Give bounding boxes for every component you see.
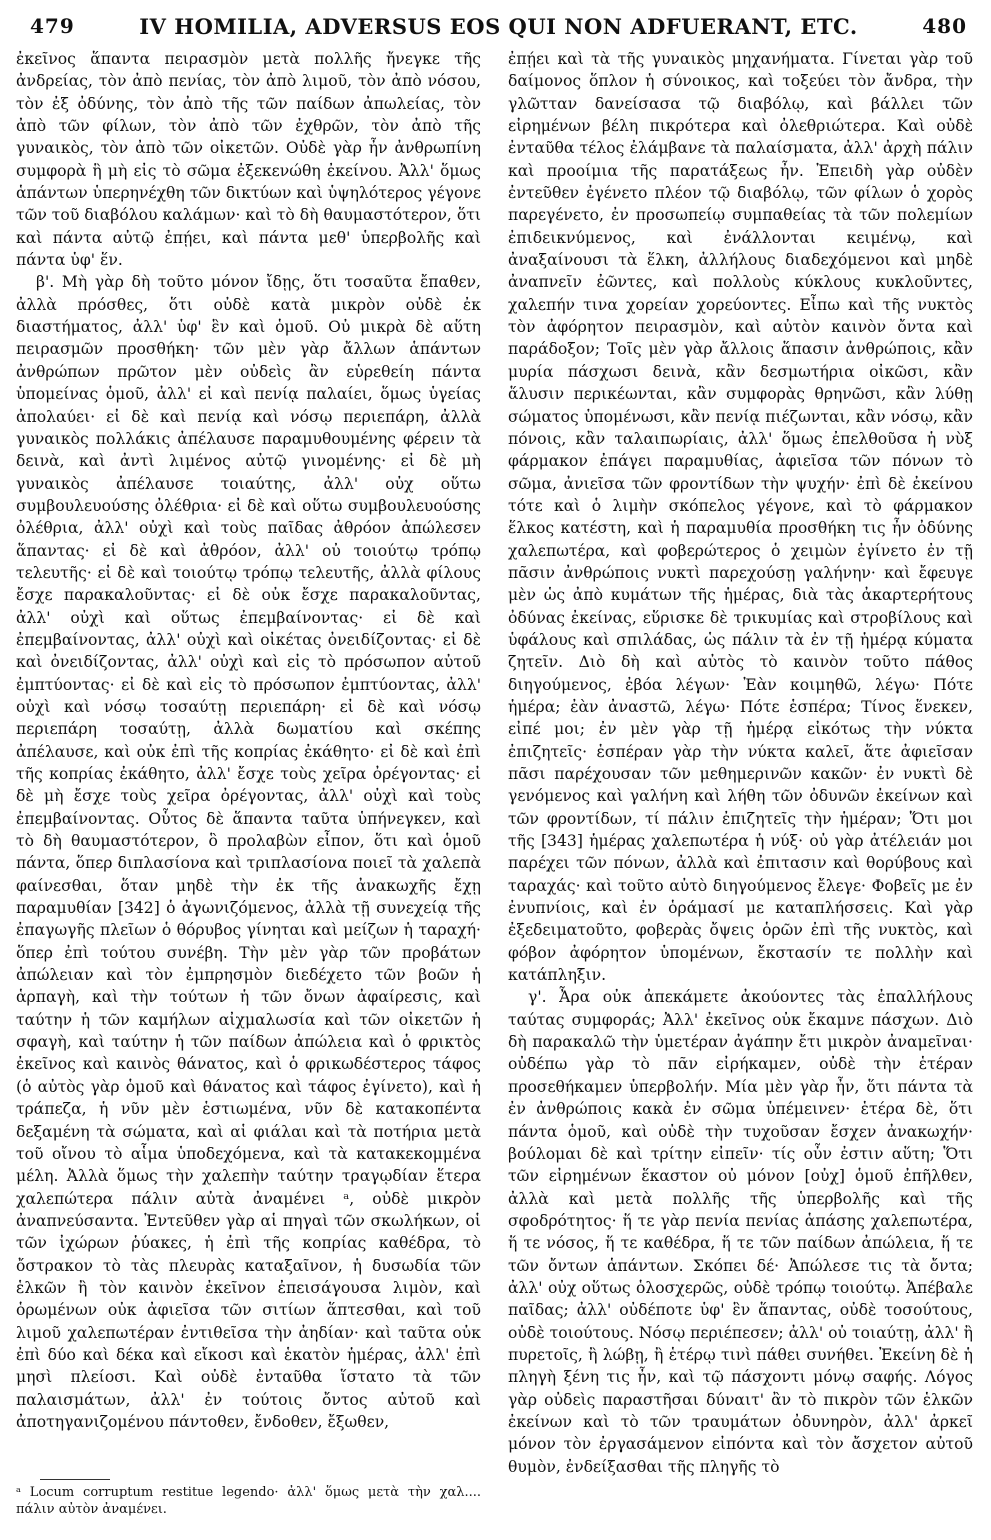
page-number-left: 479: [30, 14, 75, 38]
paragraph: β'. Μὴ γὰρ δὴ τοῦτο μόνον ἴδῃς, ὅτι τοσαῦτα ἔπαθεν, ἀλλὰ πρόσθες, ὅτι οὐδὲ κατὰ μικρὸν οὐδὲ ἐκ διαστήματος, ἀλλ' ὑφ' ἓν καὶ ὁμοῦ. Οὐ μικρὰ δὲ αὕτη πειρασμῶν προσθήκη· τῶν μὲν γὰρ ἄλλων ἁπάντων ἀνθρώπων πρῶτον μὲν οὐδεὶς ἂν εὑρεθείη πάντα ὑπομείνας ὁμοῦ, ἀλλ' εἰ καὶ πενίᾳ παλαίει, ὅμως ὑγείας ἀπολαύει· εἰ δὲ καὶ πενίᾳ καὶ νόσῳ περιεπάρη, ἀλλὰ γυναικὸς πολλάκις ἀπέλαυσε παραμυθουμένης φέρειν τὰ δεινὰ, καὶ ἀντὶ λιμένος αὐτῷ γινομένης· εἰ δὲ μὴ γυναικὸς ἀπέλαυσε τοιαύτης, ἀλλ' οὐχ οὕτω συμβουλευούσης ὀλέθρια· εἰ δὲ καὶ οὕτω συμβουλευούσης ὀλέθρια, ἀλλ' οὐχὶ καὶ τοὺς παῖδας ἀθρόον ἀπώλεσεν ἅπαντας· εἰ δὲ καὶ ἀθρόον, ἀλλ' οὐ τοιούτῳ τρόπῳ τελευτῆς· εἰ δὲ καὶ τοιούτῳ τρόπῳ τελευτῆς, ἀλλὰ φίλους ἔσχε παρακαλοῦντας· εἰ δὲ οὐκ ἔσχε παρακαλοῦντας, ἀλλ' οὐχὶ καὶ οὕτως ἐπεμβαίνοντας· εἰ δὲ καὶ ἐπεμβαίνοντας, ἀλλ' οὐχὶ καὶ οἰκέτας ὀνειδίζοντας· εἰ δὲ καὶ ὀνειδίζοντας, ἀλλ' οὐχὶ καὶ εἰς τὸ πρόσωπον αὐτοῦ ἐμπτύοντας· εἰ δὲ καὶ εἰς τὸ πρόσωπον ἐμπτύοντας, ἀλλ' οὐχὶ καὶ νόσῳ τοσαύτῃ περιεπάρη· εἰ δὲ καὶ νόσῳ περιεπάρη τοσαύτῃ, ἀλλὰ δωματίου καὶ σκέπης ἀπέλαυσε, καὶ οὐκ ἐπὶ τῆς κοπρίας ἐκάθητο· εἰ δὲ καὶ ἐπὶ τῆς κοπρίας ἐκάθητο, ἀλλ' ἔσχε τοὺς χεῖρα ὀρέγοντας· εἰ δὲ μὴ ἔσχε τοὺς χεῖρα ὀρέγοντας, ἀλλ' οὐχὶ καὶ τοὺς ἐπεμβαίνοντας. Οὗτος δὲ ἅπαντα ταῦτα ὑπήνεγκεν, καὶ τὸ δὴ θαυμαστότερον, ὃ προλαβὼν εἶπον, ὅτι καὶ ὁμοῦ πάντα, ὅπερ διπλασίονα καὶ τριπλασίονα ποιεῖ τὰ χαλεπὰ φαίνεσθαι, ὅταν μηδὲ τὴν ἐκ τῆς ἀνακωχῆς ἔχῃ παραμυθίαν [342] ὁ ἀγωνιζόμενος, ἀλλὰ τῇ συνεχείᾳ τῆς ἐπαγωγῆς πλεῖων ὁ θόρυβος γίνηται καὶ μείζων ἡ ταραχή· ὅπερ ἐπὶ τούτου συνέβη. Τὴν μὲν γὰρ τῶν προβάτων ἀπώλειαν καὶ τὸν ἐμπρησμὸν διεδέχετο τῶν βοῶν ἡ ἁρπαγὴ, καὶ τὴν τούτων ἡ τῶν ὄνων ἀφαίρεσις, καὶ ταύτην ἡ τῶν καμήλων αἰχμαλωσία καὶ τῶν οἰκετῶν ἡ σφαγὴ, καὶ ταύτην ἡ τῶν παίδων ἀπώλεια καὶ ὁ φρικτὸς ἐκεῖνος καὶ καινὸς θάνατος, καὶ ὁ φρικωδέστερος τάφος (ὁ αὐτὸς γὰρ ὁμοῦ καὶ θάνατος καὶ τάφος ἐγίνετο), καὶ ἡ τράπεζα, ἡ νῦν μὲν ἑστιωμένα, νῦν δὲ κατακοπέντα δεξαμένη τὰ σώματα, καὶ αἱ φιάλαι καὶ τὰ ποτήρια μετὰ τοῦ οἴνου τὸ αἷμα ὑποδεχόμενα, καὶ τὰ κατακεκομμένα μέλη. Ἀλλὰ ὅμως τὴν χαλεπὴν ταύτην τραγῳδίαν ἕτερα χαλεπώτερα πάλιν αὐτὰ ἀναμένει ᵃ, οὐδὲ μικρὸν ἀναπνεύσαντα. Ἐντεῦθεν γὰρ αἱ πηγαὶ τῶν σκωλήκων, οἱ τῶν ἰχώρων ῥύακες, ἡ ἐπὶ τῆς κοπρίας καθέδρα, τὸ ὄστρακον τὸ τὰς πλευρὰς καταξαῖνον, ἡ δυσωδία τῶν ἑλκῶν ἢ τὸν καινὸν ἐκεῖνον ἐπεισάγουσα λιμὸν, καὶ ὁρωμένων οὐκ ἀφιεῖσα τῶν σιτίων ἅπτεσθαι, καὶ τοῦ λιμοῦ χαλεπωτέραν ἐντιθεῖσα τὴν ἀηδίαν· καὶ ταῦτα οὐκ ἐπὶ δύο καὶ δέκα καὶ εἴκοσι καὶ ἑκατὸν ἡμέρας, ἀλλ' ἐπὶ μησὶ πλείοσι. Καὶ οὐδὲ ἐνταῦθα ἵστατο τὰ τῶν παλαισμάτων, ἀλλ' ἐν τούτοις ὄντος αὐτοῦ καὶ ἀποτηγανιζομένου πάντοθεν, ἔνδοθεν, ἔξωθεν,: [16, 273, 481, 1431]
paragraph: γ'. Ἆρα οὐκ ἀπεκάμετε ἀκούοντες τὰς ἐπαλλήλους ταύτας συμφοράς; Ἀλλ' ἐκεῖνος οὐκ ἔκαμνε πάσχων. Διὸ δὴ παρακαλῶ τὴν ὑμετέραν ἀγάπην ἔτι μικρὸν ἀναμεῖναι· οὐδέπω γὰρ τὸ πᾶν εἰρήκαμεν, οὐδὲ τὴν ἑτέραν προσεθήκαμεν ὑπερβολήν. Μία μὲν γὰρ ἦν, ὅτι πάντα τὰ ἐν ἀνθρώποις κακὰ ἐν σῶμα ὑπέμεινεν· ἑτέρα δὲ, ὅτι πάντα ὁμοῦ, καὶ οὐδὲ τὴν τυχοῦσαν ἔσχεν ἀνακωχήν· βούλομαι δὲ καὶ τρίτην εἰπεῖν· τίς οὖν ἐστιν αὕτη; Ὅτι τῶν εἰρημένων ἕκαστον οὐ μόνον [οὐχ] ὁμοῦ ἐπῆλθεν, ἀλλὰ καὶ μετὰ πολλῆς τῆς ὑπερβολῆς καὶ τῆς σφοδρότητος· ἥ τε γὰρ πενία πενίας ἁπάσης χαλεπωτέρα, ἥ τε νόσος, ἥ τε καθέδρα, ἥ τε τῶν παίδων ἀπώλεια, ἥ τε τῶν ὄντων ἁπάντων. Σκόπει δέ· Ἀπώλεσε τις τὰ ὄντα; ἀλλ' οὐχ οὕτως ὁλοσχερῶς, οὐδὲ τρόπῳ τοιούτῳ. Ἀπέβαλε παῖδας; ἀλλ' οὐδέποτε ὑφ' ἓν ἅπαντας, οὐδὲ τοσούτους, οὐδὲ τοιούτους. Νόσῳ περιέπεσεν; ἀλλ' οὐ τοιαύτῃ, ἀλλ' ἢ πυρετοῖς, ἢ λώβῃ, ἢ ἑτέρῳ τινὶ πάθει συνήθει. Ἐκείνη δὲ ἡ πληγὴ ξένη τις ἦν, καὶ τῷ πάσχοντι μόνῳ σαφής. Λόγος γὰρ οὐδεὶς παραστῆσαι δύναιτ' ἂν τὸ πικρὸν τῶν ἑλκῶν ἐκείνων καὶ τὸ τῶν τραυμάτων ὀδυνηρὸν, ἀλλ' ἀρκεῖ μόνον τὸν ἐργασάμενον εἰπόντα καὶ τὸν ἄσχετον αὐτοῦ θυμὸν, ἐνδείξασθαι τῆς πληγῆς τὸ: [508, 988, 973, 1476]
footnote-divider: [40, 1479, 110, 1480]
page-number-right: 480: [922, 14, 967, 38]
paragraph: ἐπῄει καὶ τὰ τῆς γυναικὸς μηχανήματα. Γίνεται γὰρ τοῦ δαίμονος ὅπλον ἡ σύνοικος, καὶ τοξεύει τὸν ἄνδρα, τὴν γλῶτταν δανείσασα τῷ διαβόλῳ, καὶ βάλλει τῶν εἰρημένων βέλη πικρότερα καὶ ὀλεθριώτερα. Καὶ οὐδὲ ἐνταῦθα τέλος ἐλάμβανε τὰ παλαίσματα, ἀλλ' ἀρχὴ πάλιν καὶ προοίμια τῆς παρατάξεως ἦν. Ἐπειδὴ γὰρ οὐδὲν ἐντεῦθεν ἐγένετο πλέον τῷ διαβόλῳ, τῶν φίλων ὁ χορὸς παρεγένετο, ἐν προσωπείῳ συμπαθείας τὰ τῶν πολεμίων ἐπιδεικνύμενος, καὶ ἐνάλλονται κειμένῳ, καὶ ἀναξαίνουσι τὰ ἕλκη, ἀλλήλους διαδεχόμενοι καὶ μηδὲ ἀναπνεῖν ἐῶντες, καὶ πολλοὺς κύκλους κυκλοῦντες, χαλεπήν τινα χορείαν χορεύοντες. Εἶπω καὶ τῆς νυκτὸς τὸν ἀφόρητον πειρασμὸν, καὶ αὐτὸν καινὸν ὄντα καὶ παράδοξον; Τοῖς μὲν γὰρ ἄλλοις ἅπασιν ἀνθρώποις, κἂν μυρία πάσχωσι δεινὰ, κἂν δεσμωτήρια οἰκῶσι, κἂν ἅλυσιν περικέωνται, κἂν συμφορὰς θρηνῶσι, κἂν λύθῃ σώματος ὑπομένωσι, κἂν πενίᾳ πιέζωνται, κἂν νόσῳ, κἂν πόνοις, κἂν ταλαιπωρίαις, ἀλλ' ὅμως ἐπελθοῦσα ἡ νὺξ φάρμακον ἐπάγει παραμυθίας, ἀφιεῖσα τῶν πόνων τὸ σῶμα, ἀνιεῖσα τῶν φροντίδων τὴν ψυχήν· ἐπὶ δὲ ἐκείνου τότε καὶ ὁ λιμὴν σκόπελος γέγονε, καὶ τὸ φάρμακον ἕλκος κατέστη, καὶ ἡ παραμυθία προσθήκη τις ἦν ὀδύνης χαλεπωτέρα, καὶ φοβερώτερος ὁ χειμὼν ἐγίνετο ἐν τῇ πᾶσιν ἀνθρώποις νυκτὶ παρεχούσῃ γαλήνην· καὶ ἔφευγε μὲν ὡς ἀπὸ κυμάτων τῆς ἡμέρας, διὰ τὰς ἀκαρτερήτους ὀδύνας ἐκείνας, εὕρισκε δὲ τρικυμίας καὶ στροβίλους καὶ ὑφάλους καὶ σπιλάδας, ὡς πάλιν τὰ ἐν τῇ ἡμέρᾳ κύματα ζητεῖν. Διὸ δὴ καὶ αὐτὸς τὸ καινὸν τοῦτο πάθος διηγούμενος, ἐβόα λέγων· Ἐὰν κοιμηθῶ, λέγω· Πότε ἡμέρα; ἐὰν ἀναστῶ, λέγω· Πότε ἑσπέρα; Τίνος ἕνεκεν, εἰπέ μοι; ἐν μὲν γὰρ τῇ ἡμέρᾳ εἰκότως τὴν νύκτα ἐπιζητεῖς· ἑσπέραν γὰρ τὴν νύκτα καλεῖ, ἅτε ἀφιεῖσαν πᾶσι παρέχουσαν τῶν μεθημερινῶν κακῶν· ἐν νυκτὶ δὲ γενόμενος καὶ γαλήνη καὶ λήθη τῶν ὀδυνῶν ἐκείνων καὶ τῶν φροντίδων, τί πάλιν ἐπιζητεῖς τὴν ἡμέραν; Ὅτι μοι τῆς [343] ἡμέρας χαλεπωτέρα ἡ νύξ· οὐ γὰρ ἀτέλειάν μοι παρέχει τῶν πόνων, ἀλλὰ καὶ ἐπιτασιν καὶ θορύβους καὶ ταραχάς· καὶ τοῦτο αὐτὸ διηγούμενος ἔλεγε· Φοβεῖς με ἐν ἐνυπνίοις, καὶ ἐν ὁράμασί με καταπλήσσεις. Καὶ γὰρ ἐξεδειματοῦτο, φοβερὰς ὄψεις ὁρῶν ἐπὶ τῆς νυκτὸς, καὶ φόβον ἀφόρητον ὑπομένων, ἔκστασίν τε πολλὴν καὶ κατάπληξιν.: [508, 50, 973, 985]
paragraph: ἐκεῖνος ἅπαντα πειρασμὸν μετὰ πολλῆς ἤνεγκε τῆς ἀνδρείας, τὸν ἀπὸ πενίας, τὸν ἀπὸ λιμοῦ, τὸν ἀπὸ νόσου, τὸν ἐξ ὀδύνης, τὸν ἀπὸ τῆς τῶν παίδων ἀπωλείας, τὸν ἀπὸ τῶν φίλων, τὸν ἀπὸ τῶν ἐχθρῶν, τὸν ἀπὸ τῆς γυναικὸς, τὸν ἀπὸ τῶν οἰκετῶν. Οὐδὲ γὰρ ἦν ἀνθρωπίνη συμφορὰ ἣ μὴ εἰς τὸ σῶμα ἐξεκενώθη ἐκείνου. Ἀλλ' ὅμως ἁπάντων ὑπερηνέχθη τῶν δικτύων καὶ ὑψηλότερος γέγονε τῶν τοῦ διαβόλου καλάμων· καὶ τὸ δὴ θαυμαστότερον, ὅτι καὶ πάντα αὐτῷ ἐπῄει, καὶ πάντα μεθ' ὑπερβολῆς καὶ πάντα ὑφ' ἕν.: [16, 50, 481, 270]
right-column: [508, 48, 973, 1536]
left-column: [16, 48, 481, 1476]
running-head: [30, 8, 967, 44]
page-title: IV HOMILIA, ADVERSUS EOS QUI NON ADFUERANT, ETC.: [139, 13, 858, 39]
footnote: ᵃ Locum corruptum restitue legendo· ἀλλ' ὅμως μετὰ τὴν χαλ.... πάλιν αὐτὸν ἀναμένει.: [16, 1485, 481, 1517]
